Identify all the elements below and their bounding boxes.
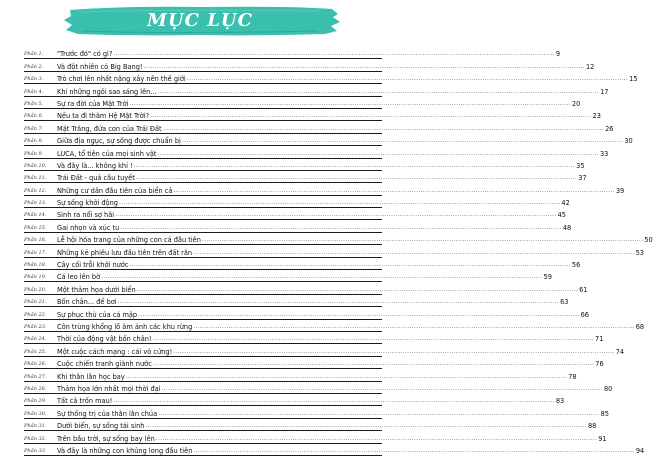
toc-entry[interactable] (24, 59, 595, 71)
toc-entry[interactable] (24, 444, 645, 456)
toc-part-label: Phần 25. (24, 348, 47, 355)
toc-leader-dots: ........................................................................................................................................................................................................ (125, 372, 568, 380)
toc-page-number: 71 (595, 335, 604, 344)
toc-title: Thảm họa lớn nhất mọi thời đại (57, 384, 161, 393)
toc-title: Và đột nhiên có Big Bang! (57, 62, 143, 71)
toc-title: Trên bầu trời, sự sống bay lên (57, 434, 155, 443)
toc-part-label: Phần 15. (24, 224, 47, 231)
toc-entry[interactable] (24, 121, 614, 133)
toc-page-number: 68 (635, 322, 645, 331)
toc-entry[interactable] (24, 245, 644, 257)
toc-title: Sinh ra nổi sợ hãi (57, 211, 115, 220)
toc-part-label: Phần 28. (24, 385, 47, 392)
toc-part-label: Phần 23. (24, 323, 47, 330)
toc-page-number: 61 (579, 285, 588, 294)
toc-title: Nếu ta đi thăm Hệ Mặt Trời? (57, 112, 150, 121)
toc-title: Những cư dân đầu tiên của biển cả (57, 186, 173, 195)
toc-entry[interactable] (24, 47, 561, 59)
toc-part-label: Phần 18. (24, 262, 47, 269)
toc-page-number: 37 (578, 174, 587, 183)
toc-page-number: 59 (543, 273, 552, 282)
toc-title: Những kẻ phiêu lưu đầu tiên trên đất rắn (57, 248, 193, 257)
toc-entry[interactable] (24, 382, 613, 394)
toc-leader-dots: ........................................................................................................................................................................................................ (193, 446, 635, 454)
table-of-contents (24, 47, 653, 456)
toc-title: Sự ra đời của Mặt Trời (57, 99, 129, 108)
toc-leader-dots: ........................................................................................................................................................................................................ (118, 199, 561, 207)
toc-page-number: 91 (598, 434, 607, 443)
toc-title: Trò chơi lên nhất nặng xây nên thế giới (57, 75, 186, 84)
toc-page-number: 15 (629, 75, 638, 84)
toc-entry[interactable] (24, 84, 609, 96)
toc-leader-dots: ........................................................................................................................................................................................................ (136, 285, 579, 293)
toc-page-number: 45 (557, 211, 566, 220)
toc-title: Tất cả trốn mau! (57, 397, 113, 406)
toc-title: Sự thống trị của thằn lằn chúa (57, 409, 158, 418)
toc-title: Và đây là những con khủng long đầu tiên (57, 446, 193, 455)
toc-title: Gai nhọn và xúc tu (57, 223, 120, 232)
toc-page-number: 42 (561, 199, 570, 208)
title-banner (0, 4, 400, 38)
toc-title: LUCA, tổ tiên của mọi sinh vật (57, 149, 157, 158)
toc-part-label: Phần 13. (24, 200, 47, 207)
toc-leader-dots: ........................................................................................................................................................................................................ (120, 223, 562, 231)
toc-leader-dots: ........................................................................................................................................................................................................ (145, 422, 587, 430)
toc-entry[interactable] (24, 431, 607, 443)
toc-page-number: 17 (600, 87, 609, 96)
toc-leader-dots: ........................................................................................................................................................................................................ (152, 360, 595, 368)
toc-entry[interactable] (24, 134, 633, 146)
toc-part-label: Phần 9. (24, 150, 44, 157)
toc-part-label: Phần 8. (24, 138, 44, 145)
toc-part-label: Phần 4. (24, 88, 44, 95)
toc-leader-dots: ........................................................................................................................................................................................................ (113, 50, 555, 58)
toc-page-number: 56 (571, 261, 581, 270)
toc-page-number: 53 (635, 248, 644, 257)
toc-leader-dots: ........................................................................................................................................................................................................ (138, 310, 580, 318)
toc-part-label: Phần 32. (24, 435, 47, 442)
toc-part-label: Phần 1. (24, 51, 44, 58)
toc-leader-dots: ........................................................................................................................................................................................................ (101, 273, 543, 281)
toc-entry[interactable] (24, 295, 569, 307)
toc-entry[interactable] (24, 97, 581, 109)
toc-entry[interactable] (24, 171, 587, 183)
toc-entry[interactable] (24, 307, 589, 319)
toc-leader-dots: ........................................................................................................................................................................................................ (162, 124, 605, 132)
toc-part-label: Phần 10. (24, 162, 47, 169)
toc-page-number: 85 (600, 409, 609, 418)
toc-page-number: 80 (603, 384, 613, 393)
toc-page-number: 26 (605, 124, 614, 133)
toc-leader-dots: ........................................................................................................................................................................................................ (201, 236, 644, 244)
toc-title: Côn trùng khổng lồ âm ảnh các khu rừng (57, 322, 193, 331)
toc-entry[interactable] (24, 196, 570, 208)
toc-part-label: Phần 22. (24, 311, 47, 318)
toc-leader-dots: ........................................................................................................................................................................................................ (157, 87, 600, 95)
toc-page-number: 78 (568, 372, 577, 381)
toc-page-number: 94 (635, 446, 645, 455)
toc-part-label: Phần 26. (24, 361, 47, 368)
toc-title: Cá leo lên bờ (57, 273, 101, 282)
toc-leader-dots: ........................................................................................................................................................................................................ (158, 409, 600, 417)
toc-page-number: 30 (624, 137, 633, 146)
toc-title: Cuộc chiến tranh giành nước (57, 360, 152, 369)
toc-entry[interactable] (24, 332, 604, 344)
page-title: MỤC LỤC (147, 10, 253, 31)
toc-page-number: 12 (585, 62, 595, 71)
toc-leader-dots: ........................................................................................................................................................................................................ (186, 75, 629, 83)
toc-page-number: 9 (555, 50, 561, 59)
toc-leader-dots: ........................................................................................................................................................................................................ (150, 112, 592, 120)
toc-title: Mặt Trăng, đứa con của Trái Đất (57, 124, 162, 133)
toc-part-label: Phần 21. (24, 299, 47, 306)
toc-page-number: 66 (580, 310, 589, 319)
toc-entry[interactable] (24, 406, 609, 418)
toc-entry[interactable] (24, 344, 625, 356)
toc-part-label: Phần 24. (24, 336, 47, 343)
toc-part-label: Phần 20. (24, 286, 47, 293)
toc-part-label: Phần 5. (24, 100, 44, 107)
toc-title: Bốn chân... để bơi (57, 298, 117, 307)
toc-entry[interactable] (24, 109, 601, 121)
toc-part-label: Phần 7. (24, 125, 44, 132)
toc-page-number: 23 (592, 112, 601, 121)
toc-leader-dots: ........................................................................................................................................................................................................ (129, 99, 571, 107)
toc-leader-dots: ........................................................................................................................................................................................................ (161, 384, 603, 392)
toc-leader-dots: ........................................................................................................................................................................................................ (181, 137, 624, 145)
toc-page-number: 20 (571, 99, 581, 108)
toc-page-number: 35 (576, 161, 585, 170)
toc-entry[interactable] (24, 369, 577, 381)
toc-page-number: 63 (560, 298, 569, 307)
toc-part-label: Phần 30. (24, 410, 47, 417)
toc-leader-dots: ........................................................................................................................................................................................................ (135, 174, 578, 182)
toc-leader-dots: ........................................................................................................................................................................................................ (157, 149, 599, 157)
toc-entry[interactable] (24, 146, 609, 158)
toc-title: Cây cối trỗi khởi nước (57, 261, 129, 270)
toc-entry[interactable] (24, 159, 585, 171)
toc-leader-dots: ........................................................................................................................................................................................................ (143, 62, 585, 70)
toc-page-number: 33 (599, 149, 609, 158)
toc-title: "Trước đó" có gì? (57, 50, 113, 59)
toc-leader-dots: ........................................................................................................................................................................................................ (113, 397, 555, 405)
toc-part-label: Phần 3. (24, 76, 44, 83)
toc-part-label: Phần 14. (24, 212, 47, 219)
toc-title: Và đây là... không khí ! (57, 161, 133, 170)
toc-part-label: Phần 16. (24, 237, 47, 244)
toc-part-label: Phần 33. (24, 447, 47, 454)
toc-leader-dots: ........................................................................................................................................................................................................ (133, 161, 576, 169)
toc-entry[interactable] (24, 72, 638, 84)
toc-entry[interactable] (24, 233, 653, 245)
toc-title: Trái Đất - quả cầu tuyết (57, 174, 135, 183)
toc-title: Một thảm họa dưới biển (57, 285, 136, 294)
toc-title: Giữa địa ngục, sự sống được chuẩn bị (57, 137, 181, 146)
toc-leader-dots: ........................................................................................................................................................................................................ (117, 298, 560, 306)
toc-part-label: Phần 2. (24, 63, 44, 70)
toc-entry[interactable] (24, 183, 625, 195)
toc-part-label: Phần 19. (24, 274, 47, 281)
toc-part-label: Phần 17. (24, 249, 47, 256)
toc-page-number: 76 (595, 360, 604, 369)
toc-part-label: Phần 12. (24, 187, 47, 194)
toc-part-label: Phần 11. (24, 175, 47, 182)
toc-entry[interactable] (24, 258, 581, 270)
toc-entry[interactable] (24, 270, 552, 282)
toc-entry[interactable] (24, 394, 565, 406)
toc-part-label: Phần 31. (24, 423, 47, 430)
toc-part-label: Phần 27. (24, 373, 47, 380)
toc-entry[interactable] (24, 320, 645, 332)
toc-title: Sự phục thù của cá mập (57, 310, 138, 319)
toc-leader-dots: ........................................................................................................................................................................................................ (173, 347, 615, 355)
toc-title: Sự sống khởi động (57, 199, 118, 208)
toc-entry[interactable] (24, 419, 597, 431)
toc-leader-dots: ........................................................................................................................................................................................................ (193, 248, 635, 256)
toc-page-number: 83 (555, 397, 565, 406)
toc-title: Lễ hội hóa trang của những con cá đầu tiên (57, 236, 201, 245)
toc-leader-dots: ........................................................................................................................................................................................................ (193, 322, 635, 330)
toc-entry[interactable] (24, 357, 604, 369)
toc-page-number: 39 (615, 186, 625, 195)
toc-page-number: 48 (562, 223, 572, 232)
toc-title: Thời của động vật bốn chân! (57, 335, 152, 344)
toc-entry[interactable] (24, 282, 588, 294)
toc-page-number: 88 (587, 422, 597, 431)
toc-leader-dots: ........................................................................................................................................................................................................ (152, 335, 595, 343)
toc-entry[interactable] (24, 220, 572, 232)
toc-part-label: Phần 29. (24, 398, 47, 405)
toc-page-number: 74 (615, 347, 625, 356)
toc-leader-dots: ........................................................................................................................................................................................................ (155, 434, 598, 442)
toc-title: Dưới biển, sự sống tái sinh (57, 422, 145, 431)
toc-entry[interactable] (24, 208, 566, 220)
toc-title: Khi thằn lằn học bay (57, 372, 125, 381)
toc-part-label: Phần 6. (24, 113, 44, 120)
toc-title: Khi những ngôi sao sáng lên... (57, 87, 157, 96)
toc-leader-dots: ........................................................................................................................................................................................................ (115, 211, 557, 219)
toc-leader-dots: ........................................................................................................................................................................................................ (129, 261, 571, 269)
toc-page-number: 50 (644, 236, 653, 245)
toc-title: Một cuộc cách mạng : cái vỏ cứng! (57, 347, 173, 356)
toc-leader-dots: ........................................................................................................................................................................................................ (173, 186, 615, 194)
